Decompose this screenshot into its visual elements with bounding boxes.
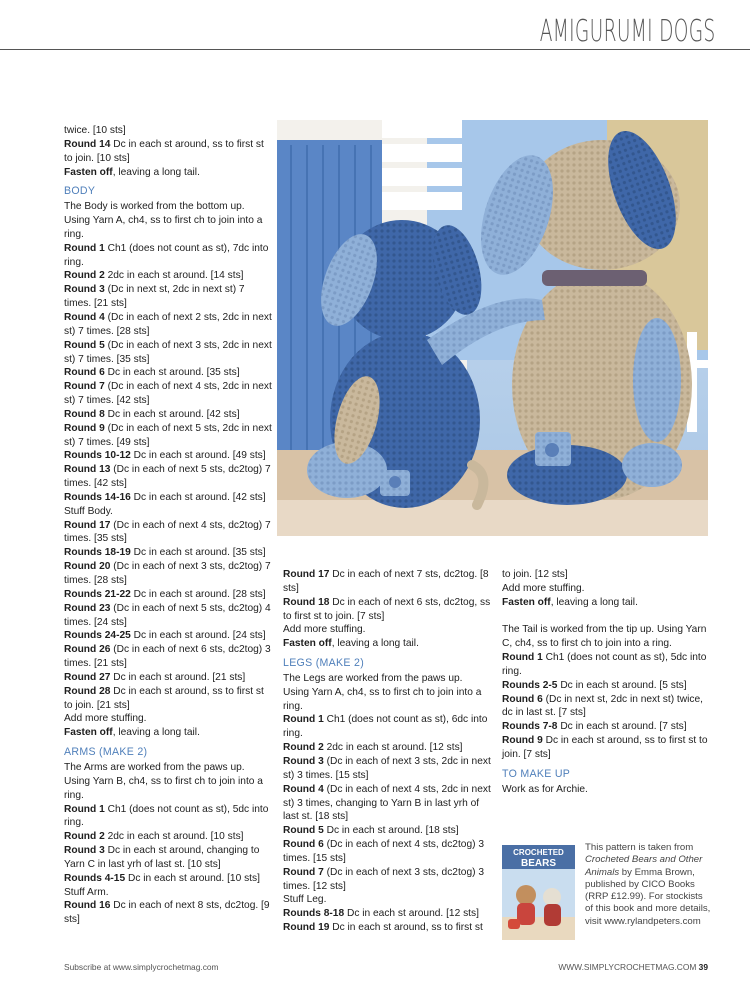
pattern-step-text: Stuff Body. [64, 505, 113, 517]
pattern-step-label: Round 7 [283, 866, 324, 878]
pattern-step-text: Add more stuffing. [64, 713, 147, 725]
pattern-step-text: (Dc in each of next 2 sts, 2dc in next st) 7 times. [28 sts] [64, 311, 272, 337]
pattern-step-label: Round 13 [64, 464, 111, 476]
pattern-step-text: Dc in each of next 7 sts, dc2tog. [8 sts] [283, 569, 489, 594]
pattern-step-label: Round 8 [64, 408, 105, 420]
pattern-step-text: (Dc in each of next 4 sts, dc2tog) 3 times. [15 sts] [283, 839, 484, 864]
pattern-step-label: Rounds 18-19 [64, 547, 131, 559]
pattern-step-text: Ch1 (does not count as st), 5dc into ring. [64, 803, 269, 829]
pattern-step-label: Round 7 [64, 381, 105, 393]
pattern-step-label: Round 14 [64, 138, 111, 150]
pattern-step-text: Add more stuffing. [502, 582, 585, 594]
pattern-step-text: (Dc in next st, 2dc in next st) 7 times. [21 sts] [64, 284, 245, 310]
pattern-step-label: Rounds 4-15 [64, 872, 126, 884]
pattern-line [64, 671, 272, 685]
pattern-line [64, 138, 272, 166]
pattern-line [64, 505, 272, 519]
pattern-line [283, 713, 491, 741]
pattern-line [64, 339, 272, 367]
pattern-step-text: Dc in each st around. [42 sts] [130, 491, 266, 503]
pattern-step-text: Dc in each st around. [49 sts] [130, 450, 266, 462]
pattern-line [64, 422, 272, 450]
pattern-line [283, 907, 491, 921]
pattern-step-label: Round 2 [64, 831, 105, 843]
footer-subscribe: Subscribe at www.simplycrochetmag.com [64, 962, 219, 972]
book-cover-title-1: CROCHETED [513, 848, 564, 857]
footer-site-page [558, 962, 708, 972]
pattern-line [64, 269, 272, 283]
credit-text-1: This pattern is taken from [585, 842, 694, 853]
pattern-line [283, 866, 491, 894]
pattern-line [502, 582, 710, 596]
pattern-step-label: Rounds 7-8 [502, 721, 558, 733]
pattern-step-text: Dc in each st around, ss to first st to join. [10 sts] [64, 138, 264, 164]
pattern-line [64, 761, 272, 803]
pattern-line [64, 830, 272, 844]
pattern-step-label: Round 1 [502, 652, 543, 664]
pattern-step-text: (Dc in each of next 4 sts, dc2tog) 7 times. [35 sts] [64, 519, 271, 545]
pattern-step-label: Round 2 [64, 270, 105, 282]
pattern-line [64, 311, 272, 339]
pattern-step-label: Round 18 [283, 596, 330, 608]
pattern-line [283, 921, 491, 935]
pattern-line [283, 637, 491, 651]
pattern-step-text: (Dc in each of next 4 sts, 2dc in next st) 7 times. [42 sts] [64, 381, 272, 407]
pattern-step-label: Round 26 [64, 644, 111, 656]
pattern-step-text: The Body is worked from the bottom up. Using Yarn A, ch4, ss to first ch to join into a ring. [64, 201, 263, 240]
pattern-line [64, 886, 272, 900]
pattern-step-label: Round 6 [64, 367, 105, 379]
pattern-step-text: Ch1 (does not count as st), 7dc into ring. [64, 242, 269, 268]
pattern-step-label: Fasten off [64, 727, 113, 739]
pattern-step-text: Stuff Arm. [64, 886, 109, 898]
pattern-step-text: Dc in each st around, ss to first st to join. [21 sts] [64, 685, 264, 711]
footer-site: WWW.SIMPLYCROCHETMAG.COM [558, 962, 697, 972]
pattern-step-label: Fasten off [502, 596, 551, 608]
pattern-step-label: Round 20 [64, 561, 111, 573]
pattern-step-text: , leaving a long tail. [112, 727, 200, 739]
section-heading: TO MAKE UP [502, 767, 571, 780]
pattern-line [64, 408, 272, 422]
pattern-step-label: Rounds 14-16 [64, 491, 131, 503]
pattern-step-text: Dc in each of next 8 sts, dc2tog. [9 sts] [64, 900, 270, 926]
pattern-line [64, 872, 272, 886]
pattern-line [64, 685, 272, 713]
pattern-step-label: Round 1 [283, 714, 324, 726]
pattern-step-label: Rounds 24-25 [64, 630, 131, 642]
pattern-line [64, 463, 272, 491]
pattern-line [502, 623, 710, 651]
pattern-step-label: Fasten off [64, 166, 113, 178]
book-credit [585, 842, 713, 928]
pattern-step-text: 2dc in each st around. [12 sts] [323, 742, 463, 754]
pattern-step-label: Round 9 [64, 422, 105, 434]
pattern-line [502, 720, 710, 734]
pattern-step-text: Dc in each st around. [5 sts] [557, 679, 687, 691]
pattern-step-text: The Tail is worked from the tip up. Using Yarn C, ch4, ss to first ch to join into a ring. [502, 624, 707, 650]
pattern-step-label: Round 19 [283, 922, 330, 934]
pattern-step-text: to join. [12 sts] [502, 569, 568, 580]
pattern-line [64, 283, 272, 311]
pattern-line [64, 546, 272, 560]
pattern-line [64, 712, 272, 726]
pattern-line [64, 602, 272, 630]
pattern-line [64, 899, 272, 927]
pattern-step-text: Ch1 (does not count as st), 6dc into ring. [283, 714, 488, 740]
text-column-1 [64, 124, 272, 927]
pattern-line [502, 783, 710, 797]
pattern-step-label: Round 1 [64, 803, 105, 815]
pattern-line [64, 200, 272, 242]
pattern-step-text: (Dc in each of next 3 sts, dc2tog) 7 times. [28 sts] [64, 561, 271, 586]
pattern-line [64, 726, 272, 740]
header-rule [0, 49, 750, 50]
photo-crocheted-dogs [277, 120, 708, 536]
pattern-line [502, 734, 710, 762]
pattern-line [283, 741, 491, 755]
pattern-step-text: Dc in each of next 6 sts, dc2tog, ss to first st to join. [7 sts] [283, 596, 491, 622]
pattern-line [64, 366, 272, 380]
pattern-step-text: (Dc in each of next 6 sts, dc2tog) 3 times. [21 sts] [64, 644, 271, 670]
pattern-line [64, 629, 272, 643]
pattern-step-label: Round 3 [64, 284, 105, 296]
book-cover-title-2: BEARS [520, 858, 557, 869]
pattern-step-text: Ch1 (does not count as st), 5dc into ring. [502, 652, 707, 677]
pattern-step-text: Dc in each st around. [35 sts] [104, 367, 240, 379]
pattern-step-text: (Dc in each of next 3 sts, dc2tog) 3 times. [12 sts] [283, 866, 484, 892]
pattern-line [502, 679, 710, 693]
pattern-step-text: (Dc in each of next 3 sts, 2dc in next st) 7 times. [35 sts] [64, 339, 272, 365]
pattern-step-text: 2dc in each st around. [14 sts] [104, 270, 244, 282]
section-heading: ARMS (MAKE 2) [64, 746, 148, 759]
pattern-step-text: Dc in each st around. [24 sts] [130, 630, 266, 642]
pattern-step-text: Dc in each st around. [21 sts] [110, 671, 246, 683]
pattern-step-label: Round 6 [502, 693, 543, 705]
pattern-step-text: Dc in each st around, ss to first st to join. [7 sts] [502, 735, 708, 760]
pattern-line [64, 803, 272, 831]
pattern-step-text: (Dc in each of next 5 sts, dc2tog) 4 times. [24 sts] [64, 602, 271, 628]
page-number: 39 [698, 962, 708, 972]
pattern-step-text: Dc in each st around. [35 sts] [130, 547, 266, 559]
pattern-line [283, 893, 491, 907]
pattern-step-text: Dc in each st around. [28 sts] [130, 588, 266, 600]
paragraph-gap [502, 610, 710, 624]
pattern-step-label: Round 9 [502, 735, 543, 747]
pattern-line [64, 643, 272, 671]
pattern-step-text: Dc in each st around. [42 sts] [104, 408, 240, 420]
pattern-step-label: Round 5 [283, 825, 324, 837]
pattern-line [64, 380, 272, 408]
pattern-line [283, 783, 491, 825]
pattern-step-label: Rounds 10-12 [64, 450, 131, 462]
pattern-line [283, 568, 491, 596]
pattern-step-label: Round 17 [64, 519, 111, 531]
pattern-line [283, 838, 491, 866]
text-column-2 [283, 568, 491, 935]
pattern-step-text: (Dc in each of next 5 sts, dc2tog) 7 times. [42 sts] [64, 464, 271, 490]
pattern-line [64, 588, 272, 602]
pattern-line [502, 568, 710, 582]
pattern-line [283, 623, 491, 637]
pattern-step-text: (Dc in each of next 3 sts, 2dc in next st) 3 times. [15 sts] [283, 755, 491, 781]
pattern-step-text: Dc in each st around. [12 sts] [344, 908, 479, 920]
pattern-step-text: The Legs are worked from the paws up. Using Yarn A, ch4, ss to first ch to join into a ring. [283, 672, 482, 712]
pattern-line [283, 672, 491, 714]
section-heading: BODY [64, 185, 96, 198]
pattern-step-label: Rounds 21-22 [64, 588, 131, 600]
pattern-step-text: Work as for Archie. [502, 783, 588, 795]
section-title: AMIGURUMI DOGS [540, 14, 716, 49]
pattern-step-text: (Dc in each of next 5 sts, 2dc in next st) 7 times. [49 sts] [64, 422, 272, 448]
pattern-step-label: Rounds 8-18 [283, 908, 345, 920]
pattern-step-text: (Dc in each of next 4 sts, 2dc in next st) 3 times, changing to Yarn B in last yrh of last st. [18 sts] [283, 783, 491, 823]
pattern-step-label: Round 6 [283, 839, 324, 851]
pattern-line [283, 824, 491, 838]
pattern-step-text: Stuff Leg. [283, 894, 327, 906]
credit-book-title: Crocheted Bears and Other Animals [585, 854, 703, 878]
pattern-step-label: Round 2 [283, 742, 324, 754]
pattern-step-text: , leaving a long tail. [331, 638, 419, 650]
pattern-step-text: Dc in each st around. [10 sts] [125, 872, 260, 884]
pattern-step-text: Dc in each st around. [7 sts] [557, 721, 687, 733]
pattern-step-label: Round 3 [64, 845, 105, 857]
pattern-line [502, 651, 710, 679]
pattern-step-label: Round 16 [64, 900, 111, 912]
pattern-step-text: Add more stuffing. [283, 624, 366, 636]
pattern-line [283, 755, 491, 783]
pattern-line [64, 449, 272, 463]
pattern-step-text: twice. [10 sts] [64, 125, 126, 136]
pattern-step-label: Round 1 [64, 242, 105, 254]
pattern-step-label: Rounds 2-5 [502, 679, 558, 691]
pattern-step-label: Round 17 [283, 569, 330, 580]
book-cover-image [502, 845, 575, 940]
pattern-line [502, 693, 710, 721]
text-column-3 [502, 568, 710, 797]
pattern-step-text: , leaving a long tail. [550, 596, 638, 608]
pattern-step-label: Round 23 [64, 602, 111, 614]
pattern-step-text: Dc in each st around, ss to first st [329, 922, 483, 934]
pattern-step-label: Fasten off [283, 638, 332, 650]
section-heading: LEGS (MAKE 2) [283, 657, 365, 670]
pattern-line [64, 242, 272, 270]
pattern-line [64, 166, 272, 180]
pattern-step-label: Round 4 [283, 783, 324, 795]
pattern-line [64, 519, 272, 547]
credit-text-2: by Emma Brown, published by CICO Books (RRP £12.99). For stockists of this book and more details, visit www.rylandpeters.com [585, 866, 711, 927]
pattern-step-text: Dc in each st around, changing to Yarn C in last yrh of last st. [10 sts] [64, 845, 260, 870]
pattern-step-text: (Dc in next st, 2dc in next st) twice, dc in last st. [7 sts] [502, 693, 703, 719]
pattern-line [64, 560, 272, 588]
pattern-line [64, 491, 272, 505]
pattern-step-label: Round 5 [64, 339, 105, 351]
pattern-step-label: Round 27 [64, 671, 111, 683]
pattern-line [502, 596, 710, 610]
pattern-step-label: Round 4 [64, 311, 105, 323]
pattern-line [283, 596, 491, 624]
pattern-step-text: The Arms are worked from the paws up. Using Yarn B, ch4, ss to first ch to join into a ring. [64, 761, 263, 801]
pattern-line [64, 844, 272, 872]
pattern-step-text: 2dc in each st around. [10 sts] [104, 831, 244, 843]
pattern-line [64, 124, 272, 138]
pattern-step-text: Dc in each st around. [18 sts] [323, 825, 459, 837]
pattern-step-label: Round 28 [64, 685, 111, 697]
pattern-step-label: Round 3 [283, 755, 324, 767]
pattern-step-text: , leaving a long tail. [112, 166, 200, 178]
